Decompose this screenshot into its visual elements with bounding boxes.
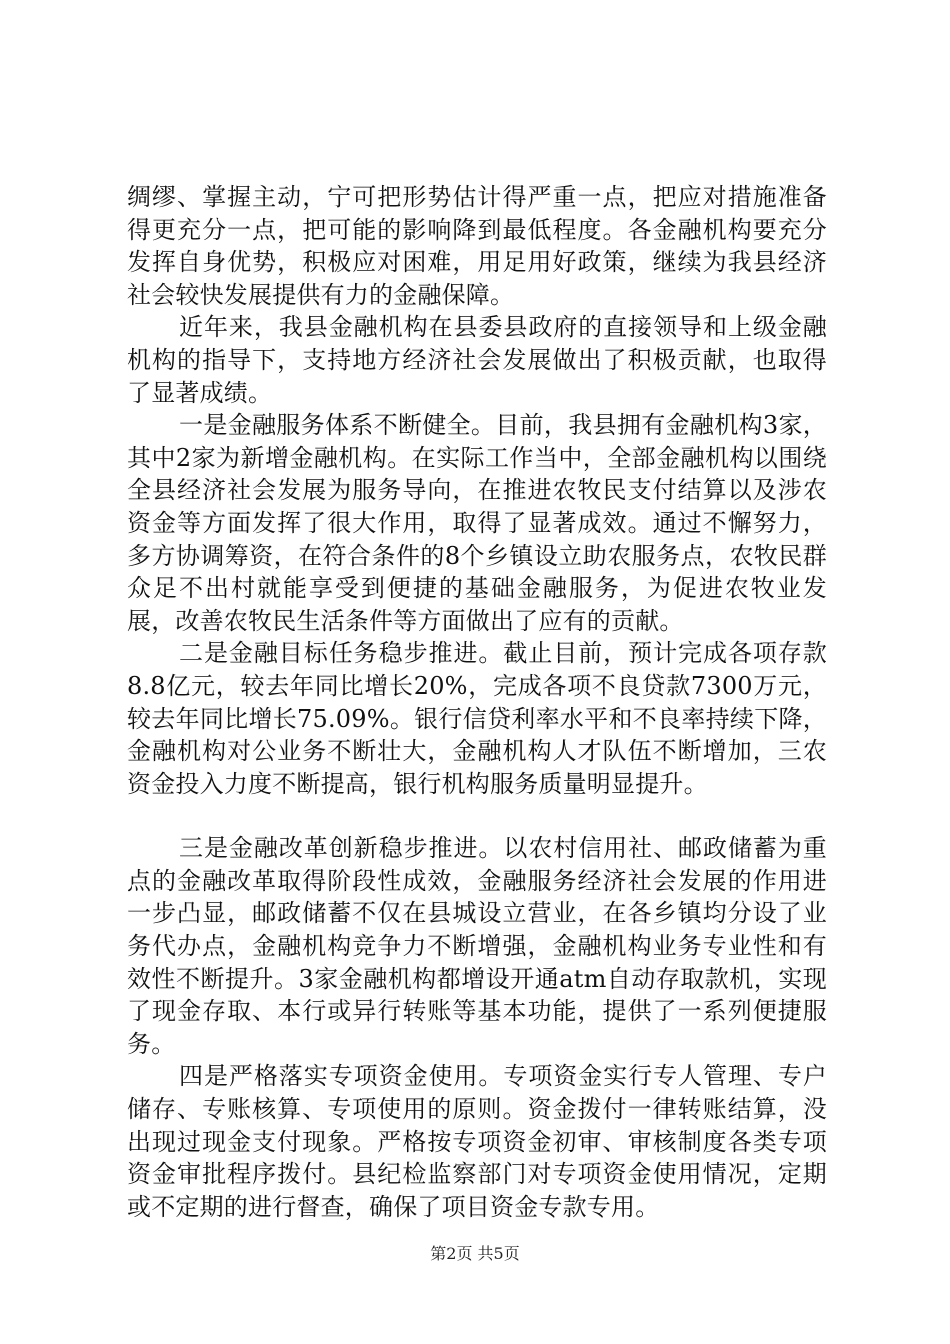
paragraph-point-one: 一是金融服务体系不断健全。目前，我县拥有金融机构3家，其中2家为新增金融机构。在实际工作当中，全部金融机构以围绕全县经济社会发展为服务导向，在推进农牧民支付结算以及涉农资金等方面发挥了很大作用，取得了显著成效。通过不懈努力，多方协调筹资，在符合条件的8个乡镇设立助农服务点，农牧民群众足不出村就能享受到便捷的基础金融服务，为促进农牧业发展，改善农牧民生活条件等方面做出了应有的贡献。	[127, 411, 827, 635]
paragraph-intro: 近年来，我县金融机构在县委县政府的直接领导和上级金融机构的指导下，支持地方经济社会发展做出了积极贡献，也取得了显著成绩。	[127, 313, 827, 407]
page-footer: 第2页 共5页	[430, 1244, 520, 1263]
paragraph-continuation: 绸缪、掌握主动，宁可把形势估计得严重一点，把应对措施准备得更充分一点，把可能的影响降到最低程度。各金融机构要充分发挥自身优势，积极应对困难，用足用好政策，继续为我县经济社会较快发展提供有力的金融保障。	[127, 183, 827, 309]
paragraph-spacer	[127, 800, 827, 832]
paragraph-point-three: 三是金融改革创新稳步推进。以农村信用社、邮政储蓄为重点的金融改革取得阶段性成效，金融服务经济社会发展的作用进一步凸显，邮政储蓄不仅在县城设立营业，在各乡镇均分设了业务代办点，金融机构竞争力不断增强，金融机构业务专业性和有效性不断提升。3家金融机构都增设开通atm自动存取款机，实现了现金存取、本行或异行转账等基本功能，提供了一系列便捷服务。	[127, 834, 827, 1058]
paragraph-point-two: 二是金融目标任务稳步推进。截止目前，预计完成各项存款8.8亿元，较去年同比增长20%，完成各项不良贷款7300万元，较去年同比增长75.09%。银行信贷利率水平和不良率持续下降，金融机构对公业务不断壮大，金融机构人才队伍不断增加，三农资金投入力度不断提高，银行机构服务质量明显提升。	[127, 639, 827, 798]
document-body	[127, 181, 827, 1223]
paragraph-point-four: 四是严格落实专项资金使用。专项资金实行专人管理、专户储存、专账核算、专项使用的原则。资金拨付一律转账结算，没出现过现金支付现象。严格按专项资金初审、审核制度各类专项资金审批程序拨付。县纪检监察部门对专项资金使用情况，定期或不定期的进行督查，确保了项目资金专款专用。	[127, 1062, 827, 1221]
